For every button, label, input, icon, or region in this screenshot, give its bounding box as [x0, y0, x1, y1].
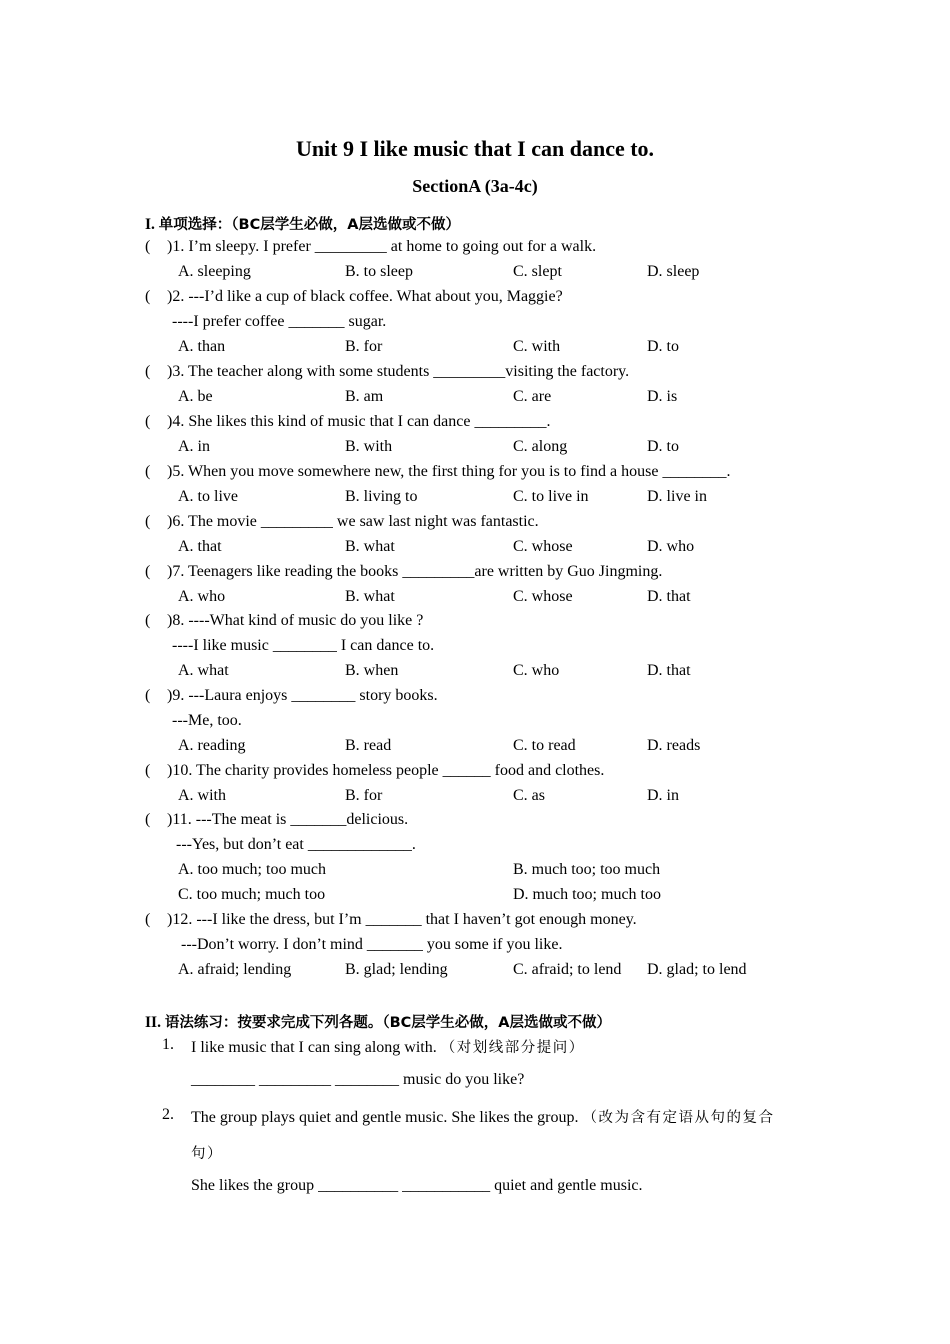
option-c: C. afraid; to lend	[513, 961, 622, 978]
question-11-line2: ---Yes, but don’t eat _____________.	[176, 836, 416, 853]
option-d: D. in	[647, 787, 679, 804]
answer-paren[interactable]: (	[145, 762, 151, 779]
question-stem: )12. ---I like the dress, but I’m _______ that I haven’t got enough money.	[167, 911, 637, 928]
question-6	[145, 513, 539, 531]
answer-paren[interactable]: (	[145, 363, 151, 380]
question-stem: )4. She likes this kind of music that I can dance _________.	[167, 413, 551, 430]
question-8-line2: ----I like music ________ I can dance to.	[172, 637, 435, 654]
option-b: B. for	[345, 338, 383, 355]
question-11-options-row2	[178, 886, 818, 906]
question-12-line2: ---Don’t worry. I don’t mind _______ you some if you like.	[181, 936, 563, 953]
option-a: A. what	[178, 662, 229, 679]
option-a: A. sleeping	[178, 263, 251, 280]
option-d: D. that	[647, 588, 691, 605]
grammar-item-1-answer[interactable]: ________ _________ ________ music do you like?	[191, 1071, 525, 1088]
option-b: B. for	[345, 787, 383, 804]
question-8	[145, 612, 423, 630]
option-d: D. that	[647, 662, 691, 679]
option-d: D. reads	[647, 737, 701, 754]
grammar-instruction: （对划线部分提问）	[440, 1040, 585, 1056]
grammar-item-2	[191, 1106, 774, 1127]
option-a: A. reading	[178, 737, 246, 754]
option-d: D. to	[647, 438, 679, 455]
grammar-instruction-cont: 句）	[191, 1146, 223, 1162]
option-c: C. along	[513, 438, 568, 455]
question-stem: )8. ----What kind of music do you like ?	[167, 612, 424, 629]
question-stem: )10. The charity provides homeless people ______ food and clothes.	[167, 762, 605, 779]
option-b: B. to sleep	[345, 263, 413, 280]
question-12-options	[178, 961, 818, 981]
question-2	[145, 288, 563, 306]
grammar-item-1	[191, 1036, 585, 1057]
option-a: A. afraid; lending	[178, 961, 292, 978]
grammar-sentence: The group plays quiet and gentle music. She likes the group.	[191, 1109, 579, 1126]
question-5-options	[178, 488, 818, 508]
question-2-options	[178, 338, 818, 358]
section-number: II.	[145, 1014, 161, 1031]
question-10-options	[178, 787, 818, 807]
option-a: A. to live	[178, 488, 238, 505]
question-9-options	[178, 737, 818, 757]
question-stem: )2. ---I’d like a cup of black coffee. What about you, Maggie?	[167, 288, 563, 305]
question-7-options	[178, 588, 818, 608]
answer-paren[interactable]: (	[145, 687, 151, 704]
answer-paren[interactable]: (	[145, 413, 151, 430]
question-3-options	[178, 388, 818, 408]
answer-paren[interactable]: (	[145, 612, 151, 629]
option-a: A. who	[178, 588, 226, 605]
option-b: B. much too; too much	[513, 861, 661, 878]
grammar-sentence: I like music that I can sing along with.	[191, 1039, 437, 1056]
option-b: B. am	[345, 388, 384, 405]
option-a: A. be	[178, 388, 213, 405]
question-3	[145, 363, 629, 381]
grammar-item-2-number: 2.	[162, 1106, 174, 1123]
option-d: D. who	[647, 538, 695, 555]
section-heading-text: 语法练习：按要求完成下列各题。（BC层学生必做，A层选做或不做）	[164, 1015, 611, 1031]
option-c: C. to read	[513, 737, 576, 754]
option-a: A. than	[178, 338, 226, 355]
page-subtitle: SectionA (3a-4c)	[412, 176, 538, 196]
section-heading-2	[145, 1011, 611, 1032]
option-b: B. living to	[345, 488, 418, 505]
grammar-instruction: （改为含有定语从句的复合	[582, 1110, 775, 1126]
question-6-options	[178, 538, 818, 558]
question-1-options	[178, 263, 818, 283]
option-a: A. too much; too much	[178, 861, 326, 878]
option-a: A. that	[178, 538, 222, 555]
question-9-line2: ---Me, too.	[172, 712, 242, 729]
option-c: C. to live in	[513, 488, 589, 505]
option-d: D. sleep	[647, 263, 700, 280]
question-2-line2: ----I prefer coffee _______ sugar.	[172, 313, 387, 330]
option-c: C. are	[513, 388, 552, 405]
question-stem: )1. I’m sleepy. I prefer _________ at home to going out for a walk.	[167, 238, 597, 255]
option-c: C. with	[513, 338, 561, 355]
question-10	[145, 762, 604, 780]
section-heading-text: 单项选择：（BC层学生必做，A层选做或不做）	[158, 217, 460, 233]
grammar-item-2-instruction-cont	[191, 1142, 223, 1163]
option-d: D. is	[647, 388, 678, 405]
answer-paren[interactable]: (	[145, 238, 151, 255]
grammar-item-2-answer[interactable]: She likes the group __________ ___________ quiet and gentle music.	[191, 1177, 643, 1194]
answer-paren[interactable]: (	[145, 563, 151, 580]
question-11	[145, 811, 408, 829]
option-d: D. glad; to lend	[647, 961, 747, 978]
option-b: B. glad; lending	[345, 961, 448, 978]
option-d: D. much too; much too	[513, 886, 661, 903]
option-c: C. whose	[513, 538, 573, 555]
question-9	[145, 687, 438, 705]
page-title: Unit 9 I like music that I can dance to.	[295, 136, 655, 161]
answer-paren[interactable]: (	[145, 288, 151, 305]
question-stem: )11. ---The meat is _______delicious.	[167, 811, 409, 828]
question-12	[145, 911, 637, 929]
option-a: A. in	[178, 438, 210, 455]
question-stem: )9. ---Laura enjoys ________ story books.	[167, 687, 438, 704]
question-stem: )5. When you move somewhere new, the first thing for you is to find a house ________.	[167, 463, 731, 480]
option-b: B. read	[345, 737, 392, 754]
question-stem: )6. The movie _________ we saw last night was fantastic.	[167, 513, 539, 530]
question-stem: )3. The teacher along with some students _________visiting the factory.	[167, 363, 630, 380]
answer-paren[interactable]: (	[145, 811, 151, 828]
question-11-options-row1	[178, 861, 818, 881]
option-b: B. with	[345, 438, 393, 455]
option-c: C. whose	[513, 588, 573, 605]
option-c: C. who	[513, 662, 560, 679]
option-a: A. with	[178, 787, 226, 804]
question-1	[145, 238, 596, 256]
question-7	[145, 563, 662, 581]
question-stem: )7. Teenagers like reading the books _________are written by Guo Jingming.	[167, 563, 663, 580]
question-4-options	[178, 438, 818, 458]
answer-paren[interactable]: (	[145, 911, 151, 928]
section-number: I.	[145, 216, 155, 233]
option-b: B. when	[345, 662, 399, 679]
option-b: B. what	[345, 588, 395, 605]
option-d: D. to	[647, 338, 679, 355]
section-heading-1	[145, 213, 460, 234]
option-c: C. too much; much too	[178, 886, 326, 903]
option-d: D. live in	[647, 488, 707, 505]
option-b: B. what	[345, 538, 395, 555]
grammar-item-1-number: 1.	[162, 1036, 174, 1053]
answer-paren[interactable]: (	[145, 513, 151, 530]
question-5	[145, 463, 730, 481]
option-c: C. slept	[513, 263, 562, 280]
question-8-options	[178, 662, 818, 682]
option-c: C. as	[513, 787, 545, 804]
question-4	[145, 413, 550, 431]
answer-paren[interactable]: (	[145, 463, 151, 480]
